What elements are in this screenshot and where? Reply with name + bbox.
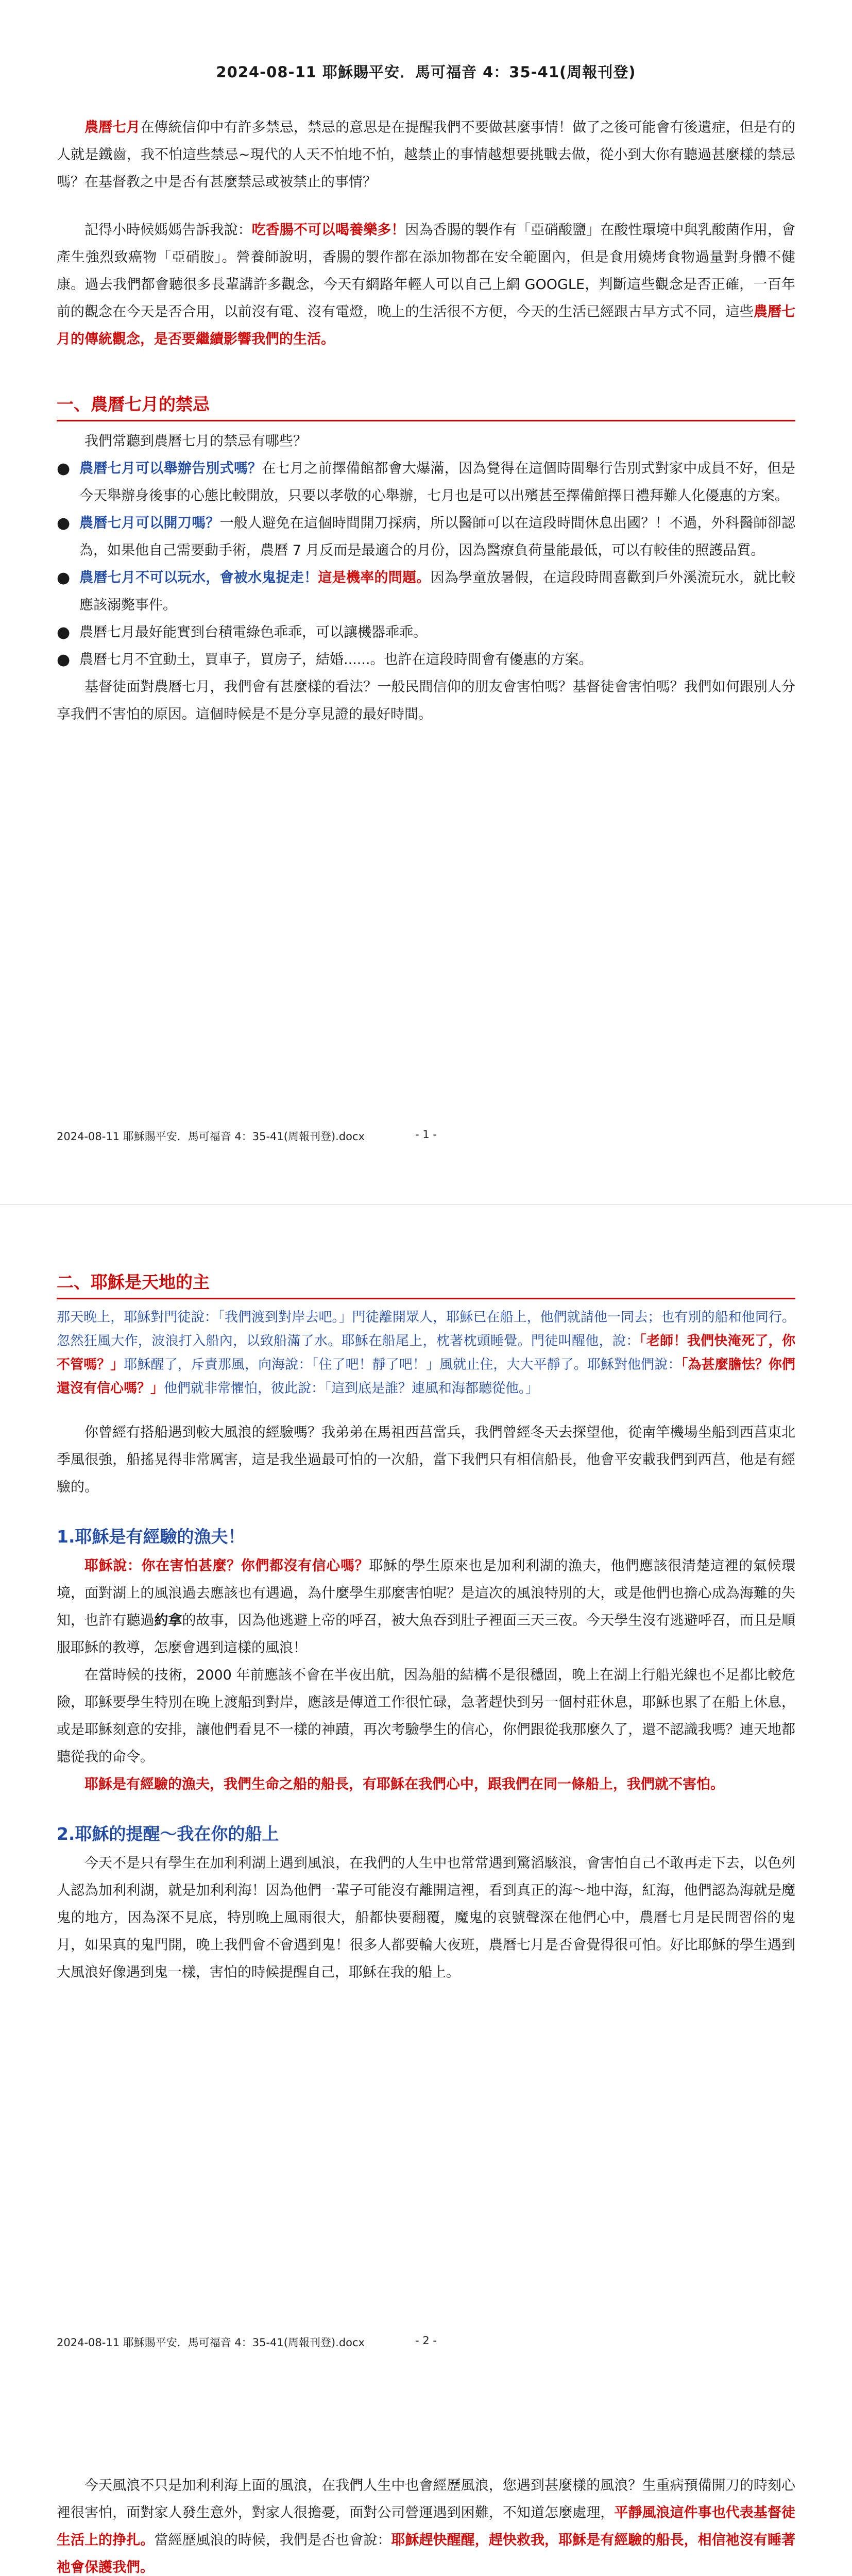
bullet-icon: ●: [57, 651, 71, 669]
intro-paragraph-2: [57, 216, 795, 353]
list-item: [57, 619, 795, 646]
intro-highlight: 吃香腸不可以喝養樂多！: [251, 222, 405, 238]
document-title: 2024-08-11 耶穌賜平安．馬可福音 4：35-41(周報刊登): [216, 63, 636, 81]
list-item: [57, 646, 795, 673]
intro-highlight: 農曆七月: [84, 120, 141, 135]
bullet-highlight-red: 這是機率的問題。: [318, 570, 431, 586]
page-2: [0, 1205, 852, 2410]
scripture-text: 他們就非常懼怕，彼此說：「這到底是誰？連風和海都聽從他。」: [164, 1381, 539, 1396]
page-3-body: [57, 2472, 795, 2576]
subsection-heading: 1.耶穌是有經驗的漁夫！: [57, 1527, 245, 1547]
list-item: [57, 564, 795, 619]
paragraph-highlight: 平靜風浪這件事也代表基督徒生活上的挣扎。: [57, 2505, 796, 2548]
bullet-highlight: 農曆七月可以舉辦告別式嗎？: [79, 461, 262, 477]
paragraph-highlight: 耶穌說：你在害怕甚麼？你們都沒有信心嗎？: [84, 1558, 369, 1574]
section-rule: [57, 420, 795, 421]
section-paragraph-highlight: 耶穌是有經驗的漁夫，我們生命之船的船長，有耶穌在我們心中，跟我們在同一條船上，我們就不害怕。: [84, 1776, 724, 1792]
scripture-highlight: 「老師！我們快淹死了，你不管嗎？」: [57, 1333, 795, 1372]
intro-text: 在傳統信仰中有許多禁忌，禁忌的意思是在提醒我們不要做甚麼事情！做了之後可能會有後遺症，但是有的人就是鐵齒，我不怕這些禁忌~現代的人天不怕地不怕，越禁止的事情越想要挑戰去做，從小到大你有聽過甚麼樣的禁忌嗎？在基督教之中是否有甚麼禁忌或被禁止的事情？: [57, 120, 796, 190]
list-item: [57, 455, 795, 510]
list-item: [57, 510, 795, 564]
bullet-icon: ●: [57, 623, 71, 641]
footer-filename: 2024-08-11 耶穌賜平安．馬可福音 4：35-41(周報刊登).docx: [57, 1130, 365, 1143]
page-footer: [57, 1128, 795, 1144]
page-footer: [57, 2334, 795, 2350]
bullet-text: 農曆七月最好能實到台積電綠色乖乖，可以讓機器乖乖。: [79, 624, 427, 640]
paragraph-text: 耶穌的學生原來也是加利利湖的漁夫，他們應該很清楚這裡的氣候環境，面對湖上的風浪過去應該也有遇過，為什麼學生那麼害怕呢？是這次的風浪特別的大，或是他們也擔心成為海難的失知，也許有聽過: [57, 1558, 796, 1629]
bullet-text: 農曆七月不宜動土，買車子，買房子，結婚......。也許在這段時間會有優惠的方案。: [79, 652, 593, 668]
bullet-icon: ●: [57, 514, 71, 532]
section-closing: 基督徒面對農曆七月，我們會有甚麼樣的看法？一般民間信仰的朋友會害怕嗎？基督徒會害怕嗎？我們如何跟別人分享我們不害怕的原因。這個時候是不是分享見證的最好時間。: [57, 679, 795, 722]
section-heading: 一、農曆七月的禁忌: [57, 394, 210, 414]
intro-text: 因為香腸的製作有「亞硝酸鹽」在酸性環境中與乳酸菌作用，會產生強烈致癌物「亞硝胺」。營養師說明，香腸的製作都在添加物都在安全範圍內，但是食用燒烤食物過量對身體不健康。過去我們都會聽很多長輩講許多觀念，今天有網路年輕人可以自己上網 GOOGLE，判斷這些觀念是否正確，一百年前的觀念在今天是否合用，以前沒有電、沒有電燈，晚上的生活很不方便，今天的生活已經跟古早方式不同，這些: [57, 222, 796, 320]
bullet-text: 一般人避免在這個時間開刀採病，所以醫師可以在這段時間休息出國？！不過，外科醫師卻認為，如果他自己需要動手術，農曆 7 月反而是最適合的月份，因為醫療負荷量能最低，可以有較佳的照護品質。: [79, 515, 796, 558]
footer-page-number: - 2 -: [415, 2334, 437, 2347]
bullet-text: 因為學童放暑假，在這段時間喜歡到戶外溪流玩水，就比較應該溺斃事件。: [79, 570, 796, 613]
bullet-highlight: 農曆七月可以開刀嗎？: [79, 515, 220, 531]
paragraph-text: 今天風浪不只是加利利海上面的風浪，在我們人生中也會經歷風浪，您遇到甚麼樣的風浪？生重病預備開刀的時刻心裡很害怕，面對家人發生意外，對家人很擔憂，面對公司營運遇到困難，不知道怎麼處理，: [57, 2478, 795, 2521]
section-paragraph: 今天不是只有學生在加利利湖上遇到風浪，在我們的人生中也常常遇到驚滔駭浪，會害怕自己不敢再走下去，以色列人認為加利利湖，就是加利利海！因為他們一輩子可能沒有離開這裡，看到真正的海～地中海，紅海，他們認為海就是魔鬼的地方，因為深不見底，特別晚上風雨很大，船都快要翻覆，魔鬼的哀號聲深在他們心中，農曆七月是民間習俗的鬼月，如果真的鬼門開，晚上我們會不會遇到鬼！很多人都要輪大夜班，農曆七月是否會覺得很可怕。好比耶穌的學生遇到大風浪好像遇到鬼一樣，害怕的時候提醒自己，耶穌在我的船上。: [57, 1855, 795, 1980]
intro-highlight: 農曆七月的傳統觀念，是否要繼續影響我們的生活。: [57, 304, 796, 347]
paragraph-highlight: 耶穌趕快醒醒，趕快救我，耶穌是有經驗的船長，相信祂沒有睡著祂會保護我們。: [57, 2532, 796, 2575]
scripture-passage: [57, 1306, 795, 1400]
scripture-text: 那天晚上，耶穌對門徒說：「我們渡到對岸去吧。」門徒離開眾人，耶穌已在船上，他們就請他一同去；也有別的船和他同行。忽然狂風大作，波浪打入船內，以致船滿了水。耶穌在船尾上，枕著枕頭睡覺。門徒叫醒他，說：: [57, 1310, 795, 1349]
section-paragraph: 你曾經有搭船遇到較大風浪的經驗嗎？我弟弟在馬祖西莒當兵，我們曾經冬天去探望他，從南竿機場坐船到西莒東北季風很強，船搖晃得非常厲害，這是我坐過最可怕的一次船，當下我們只有相信船長，他會平安載我們到西莒，他是有經驗的。: [57, 1425, 795, 1495]
page-3: [0, 2410, 852, 2576]
section-heading: 二、耶穌是天地的主: [57, 1272, 210, 1292]
intro-paragraph-1: [57, 114, 795, 196]
section-rule: [57, 1298, 795, 1299]
subsection-heading: 2.耶穌的提醒～我在你的船上: [57, 1824, 279, 1844]
paragraph-bold: 約拿: [154, 1613, 182, 1629]
section-lead: 我們常聽到農曆七月的禁忌有哪些？: [84, 433, 307, 449]
section-paragraph: [57, 2472, 795, 2576]
intro-text: 記得小時候媽媽告訴我說：: [84, 222, 252, 238]
bullet-highlight: 農曆七月不可以玩水，會被水鬼捉走！: [79, 570, 318, 586]
bullet-icon: ●: [57, 569, 71, 587]
section-paragraph: 在當時候的技術，2000 年前應該不會在半夜出航，因為船的結構不是很穩固，晚上在湖上行船光線也不足都比較危險，耶穌要學生特別在晚上渡船到對岸，應該是傳道工作很忙碌，急著趕快到另一個村莊休息，耶穌也累了在船上休息，或是耶穌刻意的安排，讓他們看見不一樣的神蹟，再次考驗學生的信心，你們跟從我那麼久了，還不認識我嗎？連天地都聽從我的命令。: [57, 1667, 795, 1765]
bullet-text: 在七月之前擇備館都會大爆滿，因為覺得在這個時間舉行告別式對家中成員不好，但是今天舉辦身後事的心態比較開放，只要以孝敬的心舉辦，七月也是可以出殯甚至擇備館擇日禮拜難人化優惠的方案。: [79, 461, 796, 504]
paragraph-text: 當經歷風浪的時候，我們是否也會說：: [154, 2532, 391, 2548]
paragraph-text: 的故事，因為他逃避上帝的呼召，被大魚吞到肚子裡面三天三夜。今天學生沒有逃避呼召，而且是順服耶穌的教導，怎麼會遇到這樣的風浪！: [57, 1613, 796, 1656]
footer-filename: 2024-08-11 耶穌賜平安．馬可福音 4：35-41(周報刊登).docx: [57, 2336, 365, 2349]
page-2-body: [57, 1267, 795, 2004]
footer-page-number: - 1 -: [415, 1128, 437, 1141]
bullet-icon: ●: [57, 460, 71, 478]
page-1: [0, 0, 852, 1205]
page-1-body: [57, 61, 795, 728]
scripture-highlight: 「為甚麼膽怯？你們還沒有信心嗎？」: [57, 1357, 795, 1396]
section-paragraph: [57, 1552, 795, 1662]
scripture-text: 耶穌醒了，斥責那風，向海說：「住了吧！靜了吧！」風就止住，大大平靜了。耶穌對他們說：: [124, 1357, 681, 1372]
